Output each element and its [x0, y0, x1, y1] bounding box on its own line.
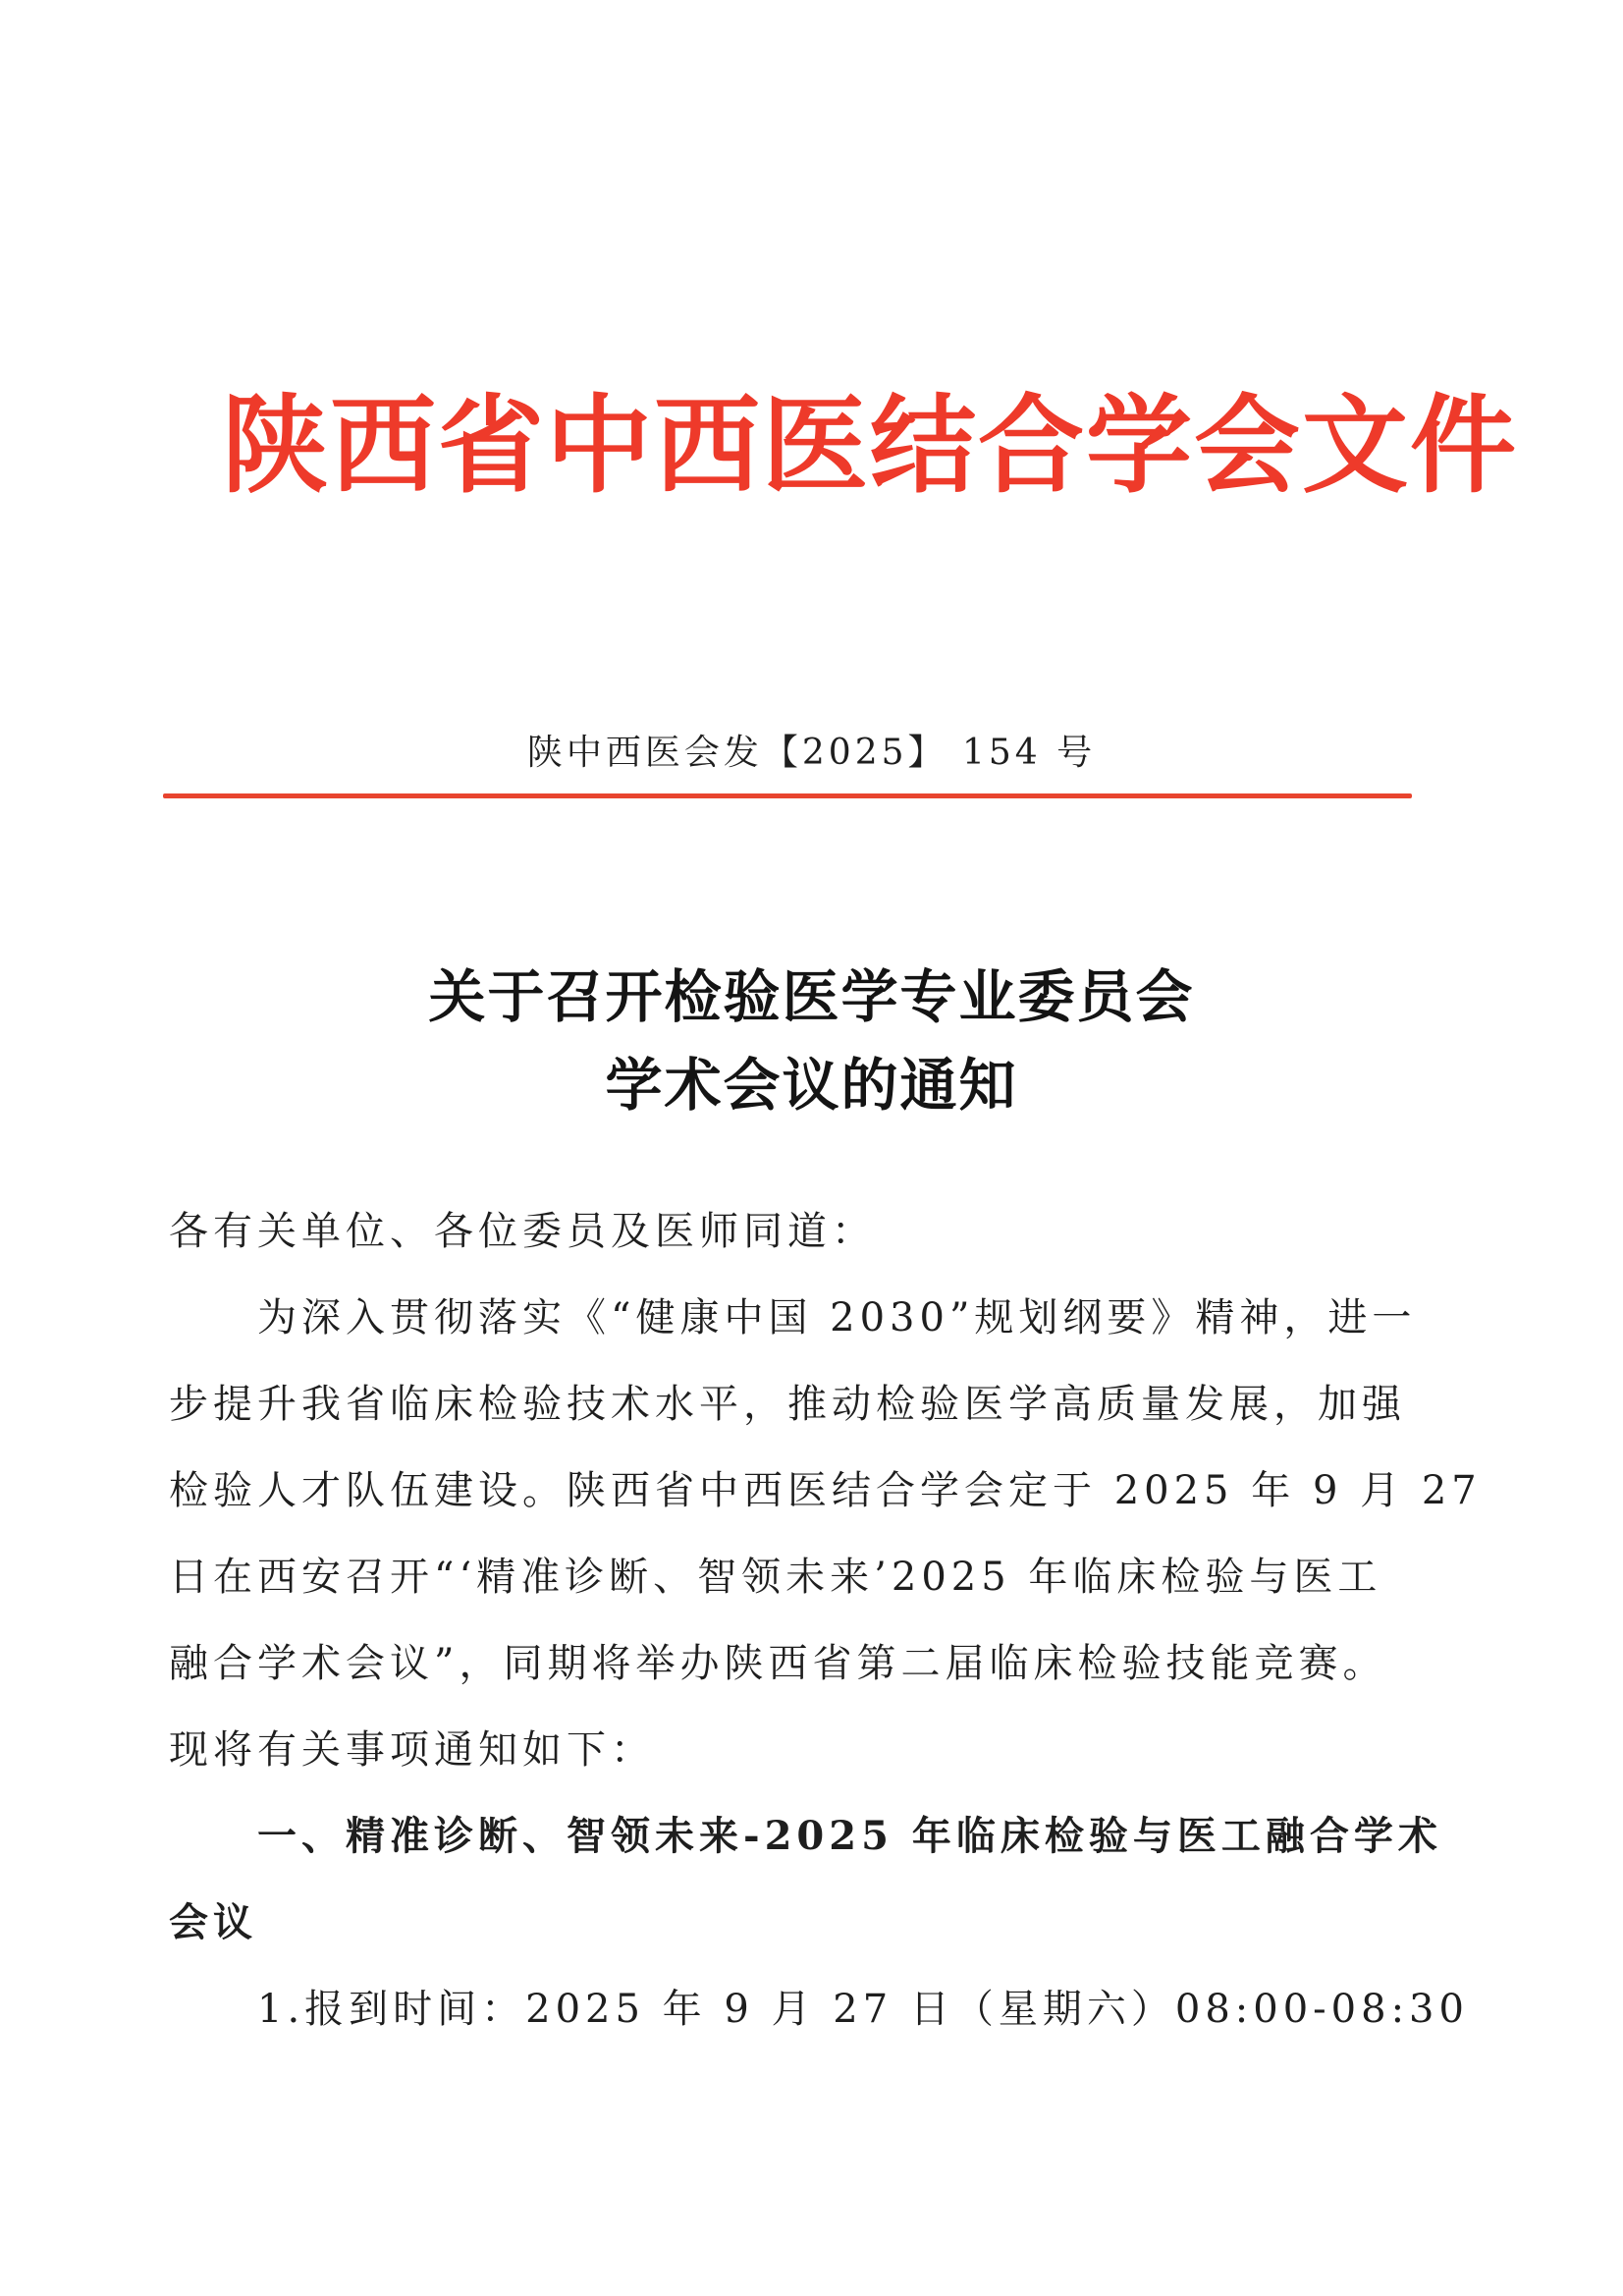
- red-divider-rule: [163, 793, 1412, 798]
- list-item: 1.报到时间：2025 年 9 月 27 日（星期六）08:00-08:30: [257, 1987, 1469, 2032]
- paragraph-line: 检验人才队伍建设。陕西省中西医结合学会定于 2025 年 9 月 27: [169, 1468, 1482, 1513]
- paragraph-line: 为深入贯彻落实《“健康中国 2030”规划纲要》精神，进一: [257, 1295, 1417, 1340]
- paragraph-line: 日在西安召开“‘精准诊断、智领未来’2025 年临床检验与医工: [169, 1555, 1382, 1600]
- greeting-line: 各有关单位、各位委员及医师同道：: [169, 1209, 876, 1254]
- notice-title-line-1: 关于召开检验医学专业委员会: [428, 963, 1195, 1030]
- paragraph-line: 步提升我省临床检验技术水平，推动检验医学高质量发展，加强: [169, 1382, 1406, 1427]
- document-number: 陕中西医会发【2025】 154 号: [526, 733, 1097, 773]
- paragraph-line: 融合学术会议”，同期将举办陕西省第二届临床检验技能竞赛。: [169, 1641, 1387, 1686]
- organization-header-title: 陕西省中西医结合学会文件: [222, 384, 1519, 508]
- paragraph-line: 现将有关事项通知如下：: [169, 1727, 655, 1773]
- notice-title-line-2: 学术会议的通知: [605, 1052, 1018, 1119]
- section-heading-line: 一、精准诊断、智领未来-2025 年临床检验与医工融合学术: [257, 1813, 1442, 1859]
- section-heading-line: 会议: [169, 1899, 257, 1945]
